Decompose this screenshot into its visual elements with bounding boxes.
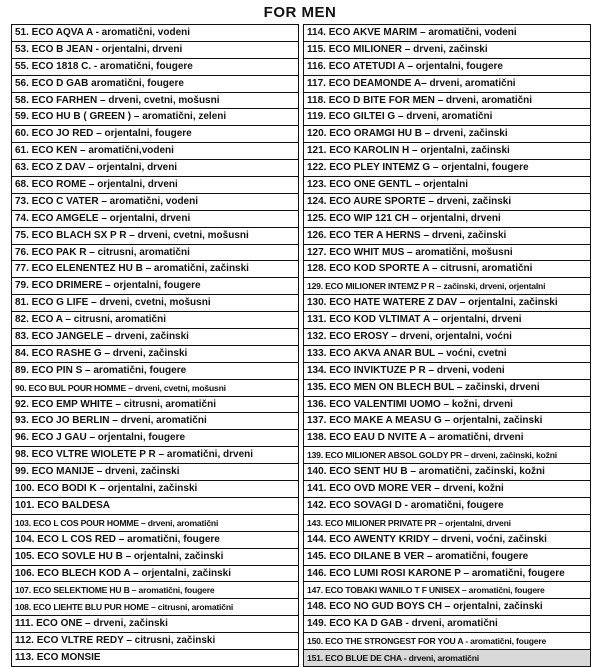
fragrance-row: 147. ECO TOBAKI WANILO T F UNISEX – aromatični, fougere — [304, 582, 590, 599]
fragrance-row: 118. ECO D BITE FOR MEN – drveni, aromatični — [304, 93, 590, 110]
fragrance-row: 99. ECO MANIJE – drveni, začinski — [12, 464, 298, 481]
fragrance-row: 74. ECO AMGELE – orjentalni, drveni — [12, 211, 298, 228]
fragrance-row: 121. ECO KAROLIN H – orjentalni, začinski — [304, 143, 590, 160]
fragrance-row: 130. ECO HATE WATERE Z DAV – orjentalni, začinski — [304, 295, 590, 312]
fragrance-row: 60. ECO JO RED – orjentalni, fougere — [12, 126, 298, 143]
fragrance-row: 134. ECO INVIKTUZE P R – drveni, vodeni — [304, 363, 590, 380]
fragrance-row: 133. ECO AKVA ANAR BUL – voćni, cvetni — [304, 346, 590, 363]
fragrance-row: 96. ECO J GAU – orjentalni, fougere — [12, 430, 298, 447]
fragrance-row: 83. ECO JANGELE – drveni, začinski — [12, 329, 298, 346]
fragrance-row: 101. ECO BALDESA — [12, 498, 298, 515]
fragrance-row: 148. ECO NO GUD BOYS CH – orjentalni, začinski — [304, 599, 590, 616]
fragrance-row: 128. ECO KOD SPORTE A – citrusni, aromatični — [304, 261, 590, 278]
fragrance-row: 117. ECO DEAMONDE A– drveni, aromatični — [304, 76, 590, 93]
fragrance-row: 127. ECO WHIT MUS – aromatični, mošusni — [304, 245, 590, 262]
fragrance-row: 63. ECO Z DAV – orjentalni, drveni — [12, 160, 298, 177]
left-fragrance-list — [11, 24, 299, 667]
fragrance-row: 100. ECO BODI K – orjentalni, začinski — [12, 481, 298, 498]
fragrance-row: 51. ECO AQVA A - aromatični, vodeni — [12, 25, 298, 42]
fragrance-row: 116. ECO ATETUDI A – orjentalni, fougere — [304, 59, 590, 76]
fragrance-row: 122. ECO PLEY INTEMZ G – orjentalni, fougere — [304, 160, 590, 177]
fragrance-row: 150. ECO THE STRONGEST FOR YOU A - aromatični, fougere — [304, 633, 590, 650]
fragrance-row: 138. ECO EAU D NVITE A – aromatični, drveni — [304, 430, 590, 447]
fragrance-row: 119. ECO GILTEI G – drveni, aromatični — [304, 109, 590, 126]
fragrance-row: 131. ECO KOD VLTIMAT A – orjentalni, drveni — [304, 312, 590, 329]
fragrance-row: 113. ECO MONSIE — [12, 650, 298, 667]
fragrance-row: 105. ECO SOVLE HU B – orjentalni, začinski — [12, 549, 298, 566]
fragrance-row: 146. ECO LUMI ROSI KARONE P – aromatični, fougere — [304, 566, 590, 583]
fragrance-row: 115. ECO MILIONER – drveni, začinski — [304, 42, 590, 59]
fragrance-row: 92. ECO EMP WHITE – citrusni, aromatični — [12, 397, 298, 414]
fragrance-row: 120. ECO ORAMGI HU B – drveni, začinski — [304, 126, 590, 143]
fragrance-row: 81. ECO G LIFE – drveni, cvetni, mošusni — [12, 295, 298, 312]
page-title: FOR MEN — [263, 4, 337, 21]
fragrance-row: 126. ECO TER A HERNS – drveni, začinski — [304, 228, 590, 245]
fragrance-row: 143. ECO MILIONER PRIVATE PR – orjentalni, drveni — [304, 515, 590, 532]
fragrance-row: 89. ECO PIN S – aromatični, fougere — [12, 363, 298, 380]
fragrance-row: 125. ECO WIP 121 CH – orjentalni, drveni — [304, 211, 590, 228]
fragrance-row: 53. ECO B JEAN - orjentalni, drveni — [12, 42, 298, 59]
fragrance-row: 129. ECO MILIONER INTEMZ P R – začinski, drveni, orjentalni — [304, 278, 590, 295]
fragrance-row: 98. ECO VLTRE WIOLETE P R – aromatični, drveni — [12, 447, 298, 464]
fragrance-row: 114. ECO AKVE MARIM – aromatični, vodeni — [304, 25, 590, 42]
fragrance-row: 151. ECO BLUE DE CHA - drveni, aromatični — [304, 650, 590, 667]
fragrance-row: 61. ECO KEN – aromatični,vodeni — [12, 143, 298, 160]
fragrance-row: 111. ECO ONE – drveni, začinski — [12, 616, 298, 633]
fragrance-row: 132. ECO EROSY – drveni, orjentalni, voćni — [304, 329, 590, 346]
fragrance-row: 135. ECO MEN ON BLECH BUL – začinski, drveni — [304, 380, 590, 397]
fragrance-row: 76. ECO PAK R – citrusni, aromatični — [12, 245, 298, 262]
fragrance-row: 103. ECO L COS POUR HOMME – drveni, aromatični — [12, 515, 298, 532]
fragrance-row: 77. ECO ELENENTEZ HU B – aromatični, začinski — [12, 261, 298, 278]
fragrance-row: 75. ECO BLACH SX P R – drveni, cvetni, mošusni — [12, 228, 298, 245]
fragrance-row: 141. ECO OVD MORE VER – drveni, kožni — [304, 481, 590, 498]
fragrance-row: 145. ECO DILANE B VER – aromatični, fougere — [304, 549, 590, 566]
fragrance-row: 107. ECO SELEKTIOME HU B – aromatični, fougere — [12, 582, 298, 599]
fragrance-row: 108. ECO LIEHTE BLU PUR HOME – citrusni, aromatični — [12, 599, 298, 616]
fragrance-row: 136. ECO VALENTIMI UOMO – kožni, drveni — [304, 397, 590, 414]
fragrance-row: 139. ECO MILIONER ABSOL GOLDY PR – drveni, začinski, kožni — [304, 447, 590, 464]
fragrance-row: 112. ECO VLTRE REDY – citrusni, začinski — [12, 633, 298, 650]
fragrance-row: 142. ECO SOVAGI D - aromatični, fougere — [304, 498, 590, 515]
fragrance-row: 79. ECO DRIMERE – orjentalni, fougere — [12, 278, 298, 295]
fragrance-row: 137. ECO MAKE A MEASU G – orjentalni, začinski — [304, 413, 590, 430]
fragrance-row: 149. ECO KA D GAB - drveni, aromatični — [304, 616, 590, 633]
fragrance-row: 90. ECO BUL POUR HOMME – drveni, cvetni, mošusni — [12, 380, 298, 397]
fragrance-row: 144. ECO AWENTY KRIDY – drveni, voćni, začinski — [304, 532, 590, 549]
fragrance-row: 56. ECO D GAB aromatični, fougere — [12, 76, 298, 93]
fragrance-row: 123. ECO ONE GENTL – orjentalni — [304, 177, 590, 194]
fragrance-row: 59. ECO HU B ( GREEN ) – aromatični, zeleni — [12, 109, 298, 126]
fragrance-row: 104. ECO L COS RED – aromatični, fougere — [12, 532, 298, 549]
fragrance-row: 73. ECO C VATER – aromatični, vodeni — [12, 194, 298, 211]
fragrance-row: 84. ECO RASHE G – drveni, začinski — [12, 346, 298, 363]
fragrance-row: 124. ECO AURE SPORTE – drveni, začinski — [304, 194, 590, 211]
fragrance-row: 68. ECO ROME – orjentalni, drveni — [12, 177, 298, 194]
fragrance-row: 58. ECO FARHEN – drveni, cvetni, mošusni — [12, 93, 298, 110]
fragrance-row: 55. ECO 1818 C. - aromatični, fougere — [12, 59, 298, 76]
fragrance-row: 93. ECO JO BERLIN – drveni, aromatični — [12, 413, 298, 430]
fragrance-row: 140. ECO SENT HU B – aromatični, začinski, kožni — [304, 464, 590, 481]
fragrance-row: 82. ECO A – citrusni, aromatični — [12, 312, 298, 329]
right-fragrance-list — [303, 24, 591, 667]
fragrance-row: 106. ECO BLECH KOD A – orjentalni, začinski — [12, 566, 298, 583]
